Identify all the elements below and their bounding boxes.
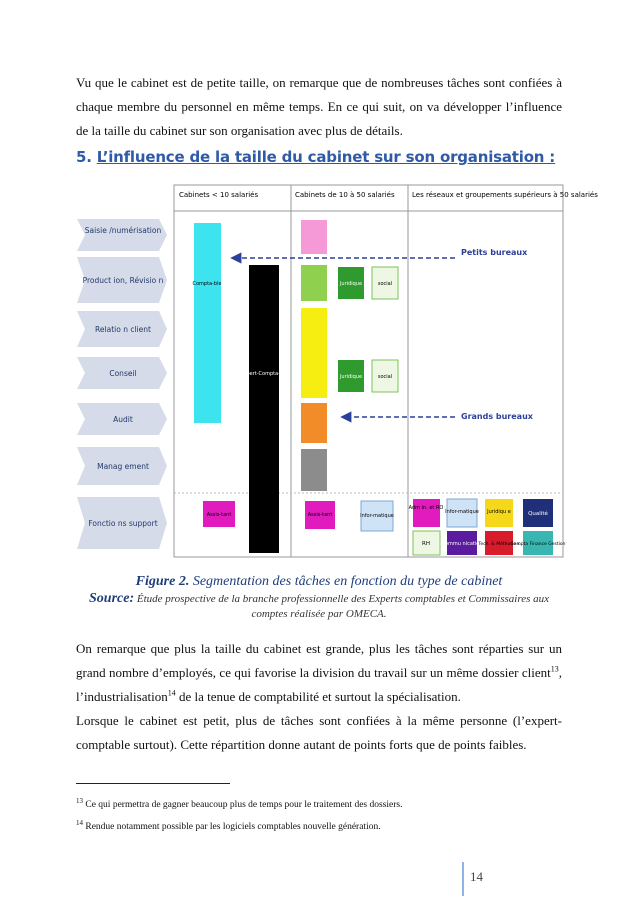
- label-tech: Tech. & Méthode s: [478, 542, 520, 547]
- task-label: Product ion, Révisio n: [82, 276, 164, 285]
- paragraph-2-text-c: de la tenue de comptabilité et surtout la spécialisation.: [175, 689, 461, 704]
- footnote-text: Rendue notamment possible par les logiciels comptables nouvelle génération.: [85, 822, 381, 833]
- page-number: 14: [470, 869, 483, 884]
- label-social-2: social: [377, 374, 393, 380]
- task-label: Saisie /numérisation: [84, 226, 162, 235]
- task-segmentation-figure: [77, 183, 598, 563]
- figure-diagram: [77, 183, 598, 563]
- label-social-1: social: [377, 281, 393, 287]
- col-header-small: Cabinets < 10 salariés: [179, 191, 259, 199]
- task-label: Conseil: [109, 369, 137, 378]
- label-assistant-medium: Assis-tant: [307, 512, 333, 518]
- footnote-ref-14[interactable]: 14: [167, 688, 176, 698]
- label-assistant-small: Assis-tant: [206, 512, 232, 518]
- section-title: L’influence de la taille du cabinet sur son organisation :: [96, 148, 556, 166]
- footnote-number: 13: [76, 797, 83, 805]
- paragraph-2-text-a: On remarque que plus la taille du cabinet est grande, plus les tâches sont réparties sur un grand nombre d’employés, ce qui favorise la division du travail sur un même dossier client: [76, 641, 562, 680]
- label-communication: Commu nication: [441, 541, 483, 547]
- box-grey: [301, 449, 327, 491]
- paragraph-3: Lorsque le cabinet est petit, plus de tâches sont confiées à la même personne (l’expert-comptable surtout). Cette répartition donne autant de points forts que de points faibles.: [76, 713, 562, 752]
- footnote-separator: [76, 783, 230, 784]
- intro-paragraph: Vu que le cabinet est de petite taille, on remarque que de nombreuses tâches sont confiées à chaque membre du personnel en même temps. En ce qui suit, on va développer l’influence de la taille du cabinet sur son organisation avec plus de détails.: [76, 75, 562, 138]
- footnote-number: 14: [76, 819, 83, 827]
- figure-caption: [76, 574, 562, 590]
- figure-caption-text: Segmentation des tâches en fonction du type de cabinet: [192, 574, 503, 589]
- task-label: Manag ement: [97, 462, 149, 471]
- box-admin: [413, 499, 440, 527]
- footnote-ref-13[interactable]: 13: [550, 664, 559, 674]
- bar-comptable: [194, 223, 221, 423]
- task-label: Fonctio ns support: [88, 519, 158, 528]
- label-grands: Grands bureaux: [461, 412, 533, 421]
- task-chevron-management: [77, 447, 167, 485]
- label-comptable: Compta-ble: [192, 281, 222, 287]
- box-pink: [301, 220, 327, 254]
- label-expert: Expert-Compta-ble: [240, 371, 288, 377]
- label-admin: Adm in. et RO: [408, 505, 444, 511]
- task-chevron-support: [77, 497, 167, 549]
- label-juridique-2: Juridique: [339, 374, 363, 380]
- page-number-bar: [462, 862, 464, 896]
- task-chevron-relation: [77, 311, 167, 347]
- label-informatique-medium: Infor-matique: [360, 513, 394, 519]
- label-juridique-large: Juridiqu e: [487, 509, 511, 515]
- label-petits: Petits bureaux: [461, 248, 528, 257]
- box-yellow: [301, 308, 327, 398]
- section-heading: [76, 148, 555, 166]
- footnote-14: [76, 817, 381, 834]
- label-informatique-large: Infor-matique: [445, 509, 479, 515]
- task-label: Audit: [113, 415, 133, 424]
- paragraph-2-text-b: , l’industrialisation: [76, 665, 562, 704]
- task-chevron-audit: [77, 403, 167, 435]
- bar-expert-comptable: [249, 265, 279, 553]
- paragraph-2: [76, 637, 562, 709]
- label-juridique-1: Juridique: [339, 281, 363, 287]
- footnote-13: [76, 795, 402, 812]
- box-orange: [301, 403, 327, 443]
- task-label: Relatio n client: [95, 325, 151, 334]
- task-chevron-saisie: [77, 219, 167, 251]
- task-chevrons: [77, 219, 167, 549]
- label-qualite: Qualité: [528, 511, 548, 517]
- footnote-text: Ce qui permettra de gagner beaucoup plus de temps pour le traitement des dossiers.: [85, 800, 403, 811]
- task-chevron-production: [77, 257, 167, 303]
- col-header-large: Les réseaux et groupements supérieurs à 50 salariés: [412, 191, 598, 199]
- col-header-medium: Cabinets de 10 à 50 salariés: [295, 191, 395, 199]
- label-rh: RH: [422, 541, 430, 547]
- source-text: Étude prospective de la branche professionnelle des Experts comptables et Commissaires aux comptes réalisée par OMECA.: [136, 593, 549, 620]
- task-chevron-conseil: [77, 357, 167, 389]
- label-compta-finance: Compta Finance Gestion: [510, 542, 566, 547]
- figure-caption-prefix: Figure 2.: [135, 574, 190, 589]
- source-label: Source:: [89, 591, 135, 606]
- figure-source: [76, 591, 562, 622]
- section-number: 5.: [76, 148, 92, 166]
- box-green-1: [301, 265, 327, 301]
